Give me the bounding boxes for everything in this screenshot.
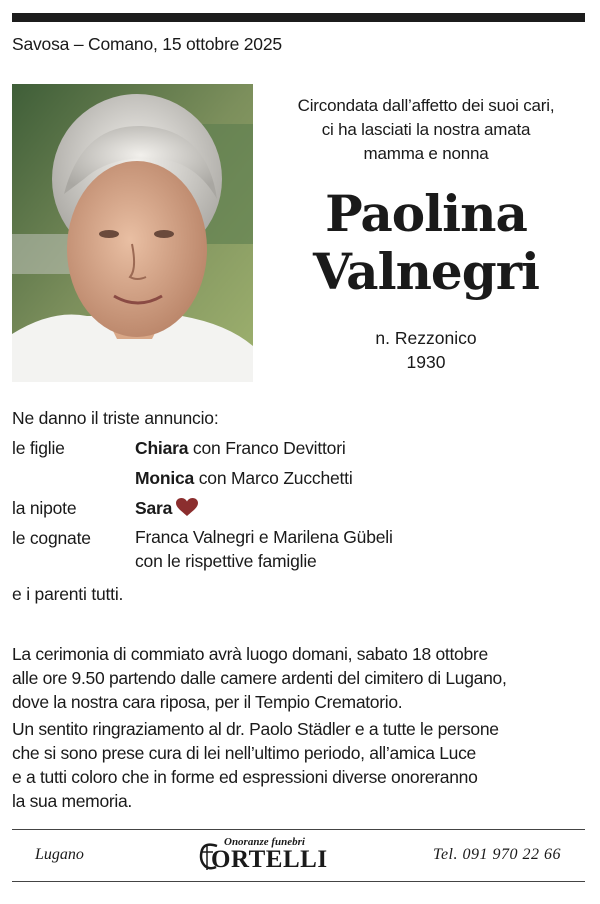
thanks-line: Un sentito ringraziamento al dr. Paolo Städler e a tutte le persone [12, 719, 499, 739]
footer-city: Lugano [35, 846, 84, 863]
intro-text [268, 94, 584, 166]
relation-label: la nipote [12, 498, 77, 518]
dateline: Savosa – Comano, 15 ottobre 2025 [12, 34, 282, 54]
thanks-line: la sua memoria. [12, 791, 132, 811]
heart-icon [176, 498, 198, 522]
relative-row [12, 527, 393, 571]
last-name: Valnegri [312, 242, 540, 301]
ceremony-paragraph [12, 642, 587, 714]
thanks-paragraph [12, 717, 587, 813]
first-name: Paolina [325, 184, 527, 243]
footer-phone: Tel. 091 970 22 66 [433, 846, 561, 863]
top-bar [12, 13, 585, 22]
thanks-line: che si sono prese cura di lei nell’ultimo periodo, all’amica Luce [12, 743, 476, 763]
portrait-photo [12, 84, 253, 382]
funeral-home-logo [197, 836, 342, 876]
ceremony-line: dove la nostra cara riposa, per il Tempio Crematorio. [12, 692, 403, 712]
relation-label: le cognate [12, 528, 91, 548]
intro-line: mamma e nonna [363, 144, 489, 163]
relative-name: Sara [135, 498, 173, 518]
ceremony-line: alle ore 9.50 partendo dalle camere ardenti del cimitero di Lugano, [12, 668, 507, 688]
deceased-name [268, 185, 584, 301]
footer-divider-top [12, 829, 585, 830]
relative-name: Chiara [135, 438, 189, 458]
birth-year: 1930 [406, 352, 446, 372]
relative-partner: con Franco Devittori [188, 438, 346, 458]
relative-name: Monica [135, 468, 195, 488]
intro-line: Circondata dall’affetto dei suoi cari, [297, 96, 555, 115]
ceremony-line: La cerimonia di commiato avrà luogo domani, sabato 18 ottobre [12, 644, 488, 664]
relative-names: Franca Valnegri e Marilena Gübeli [135, 527, 393, 547]
logo-name: ORTELLI [211, 846, 328, 873]
relative-row [12, 498, 173, 519]
birth-info [268, 326, 584, 374]
relative-partner: con Marco Zucchetti [194, 468, 353, 488]
relative-row [12, 438, 346, 459]
relation-label: le figlie [12, 438, 65, 458]
thanks-line: e a tutti coloro che in forme ed espressioni diverse onoreranno [12, 767, 478, 787]
birth-name: n. Rezzonico [375, 328, 477, 348]
closing-relatives: e i parenti tutti. [12, 584, 124, 604]
logo-subtitle: Onoranze funebri [224, 836, 305, 848]
footer-divider-bottom [12, 881, 585, 882]
announcement: Ne danno il triste annuncio: [12, 408, 219, 428]
relative-families: con le rispettive famiglie [135, 551, 317, 571]
intro-line: ci ha lasciati la nostra amata [321, 120, 531, 139]
